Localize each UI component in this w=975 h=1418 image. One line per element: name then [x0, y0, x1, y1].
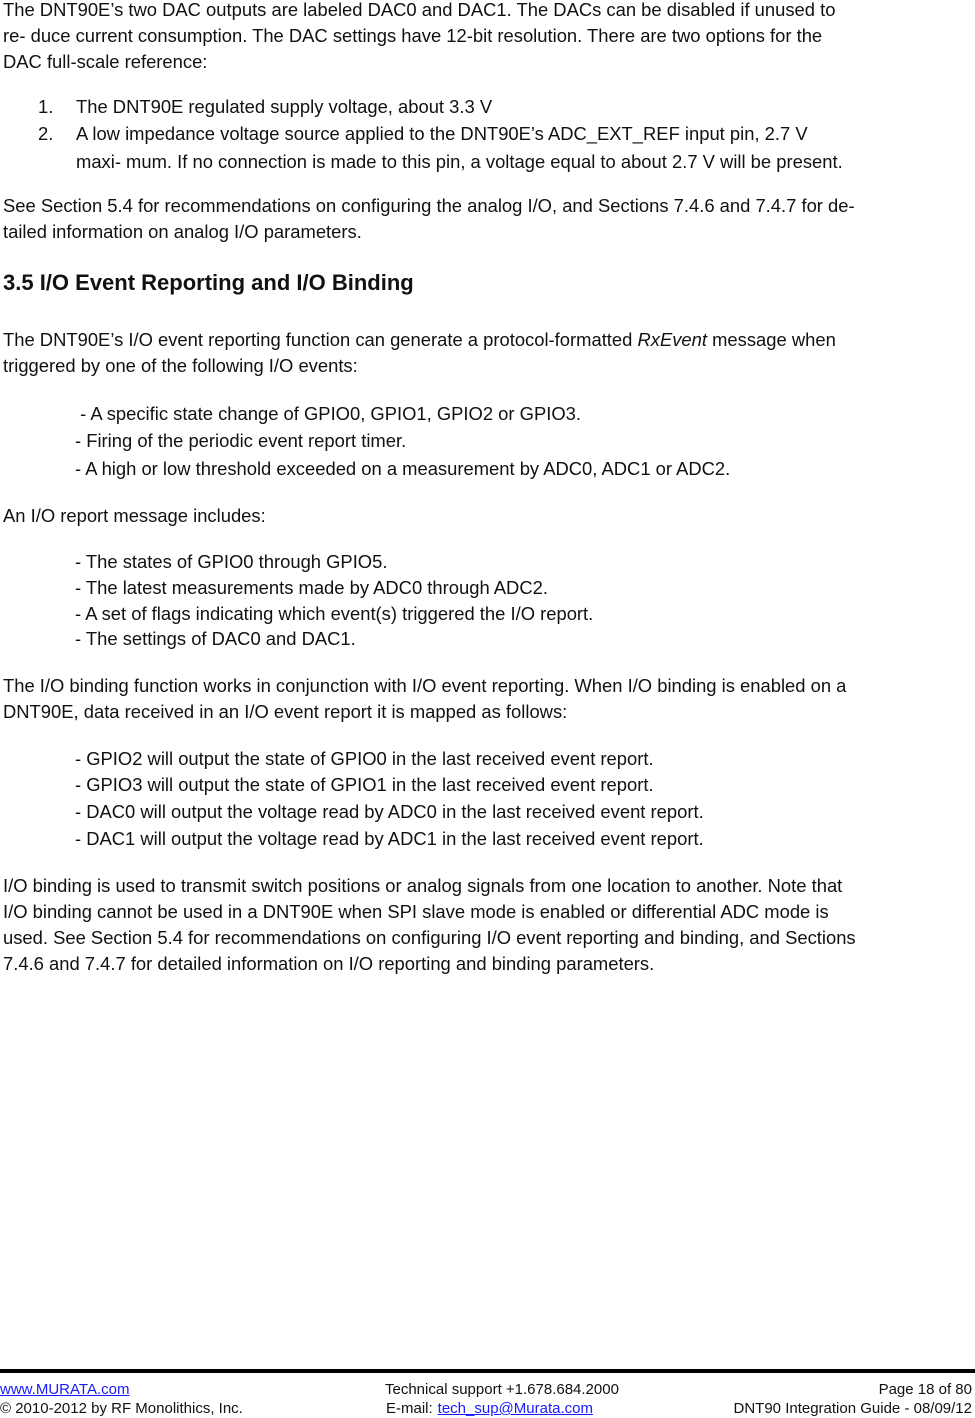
- paragraph-line: 7.4.6 and 7.4.7 for detailed information on I/O reporting and binding parameters.: [3, 953, 655, 974]
- footer-email-link[interactable]: tech_sup@Murata.com: [437, 1400, 593, 1417]
- report-intro: An I/O report message includes:: [3, 505, 266, 526]
- event-list-item: - A high or low threshold exceeded on a measurement by ADC0, ADC1 or ADC2.: [75, 458, 731, 479]
- dac-paragraph-line: re- duce current consumption. The DAC settings have 12-bit resolution. There are two options for the: [3, 25, 823, 46]
- section-heading: 3.5 I/O Event Reporting and I/O Binding: [3, 270, 414, 295]
- paragraph-line: See Section 5.4 for recommendations on configuring the analog I/O, and Sections 7.4.6 and 7.4.7 for de-: [3, 195, 855, 216]
- list-number: 2.: [38, 123, 54, 144]
- binding-list-item: - DAC0 will output the voltage read by ADC0 in the last received event report.: [75, 801, 704, 822]
- closing-paragraph: [3, 873, 965, 977]
- paragraph-line: tailed information on analog I/O parameters.: [3, 221, 362, 242]
- event-intro-paragraph: [3, 327, 965, 379]
- footer-page-number: Page 18 of 80: [878, 1381, 972, 1398]
- footer-website-link[interactable]: www.MURATA.com: [0, 1381, 130, 1398]
- rxevent-term: RxEvent: [637, 329, 707, 350]
- binding-list-item: - GPIO3 will output the state of GPIO1 in the last received event report.: [75, 774, 654, 795]
- report-list-item: - A set of flags indicating which event(s) triggered the I/O report.: [75, 603, 594, 624]
- list-number: 1.: [38, 96, 54, 117]
- footer-doc-title: DNT90 Integration Guide - 08/09/12: [733, 1400, 972, 1417]
- report-list-item: - The states of GPIO0 through GPIO5.: [75, 551, 388, 572]
- report-list-item: - The latest measurements made by ADC0 through ADC2.: [75, 577, 548, 598]
- footer-support: Technical support +1.678.684.2000: [385, 1381, 619, 1398]
- event-intro-text: message when: [707, 329, 836, 350]
- binding-list-item: - GPIO2 will output the state of GPIO0 in the last received event report.: [75, 748, 654, 769]
- footer-copyright: © 2010-2012 by RF Monolithics, Inc.: [0, 1400, 243, 1417]
- footer-divider: [0, 1369, 975, 1373]
- dac-paragraph-line: The DNT90E’s two DAC outputs are labeled DAC0 and DAC1. The DACs can be disabled if unused to: [3, 0, 836, 20]
- binding-list-item: - DAC1 will output the voltage read by ADC1 in the last received event report.: [75, 828, 704, 849]
- dac-paragraph-line: DAC full-scale reference:: [3, 51, 208, 72]
- list-item-text: A low impedance voltage source applied to the DNT90E’s ADC_EXT_REF input pin, 2.7 V: [76, 123, 808, 144]
- paragraph-line: DNT90E, data received in an I/O event report it is mapped as follows:: [3, 701, 568, 722]
- paragraph-line: I/O binding cannot be used in a DNT90E when SPI slave mode is enabled or differential ADC mode is: [3, 901, 829, 922]
- paragraph-line: [3, 327, 965, 353]
- paragraph-line: I/O binding is used to transmit switch positions or analog signals from one location to another. Note that: [3, 875, 843, 896]
- footer-email: [386, 1400, 593, 1418]
- binding-intro-paragraph: [3, 673, 965, 725]
- email-label: E-mail:: [386, 1400, 433, 1417]
- list-item-text: maxi- mum. If no connection is made to this pin, a voltage equal to about 2.7 V will be present.: [76, 151, 843, 172]
- event-list-item: - A specific state change of GPIO0, GPIO1, GPIO2 or GPIO3.: [75, 403, 581, 424]
- list-item-text: The DNT90E regulated supply voltage, about 3.3 V: [76, 96, 493, 117]
- paragraph-line: used. See Section 5.4 for recommendations on configuring I/O event reporting and binding, and Sections: [3, 927, 856, 948]
- see-section-paragraph: [3, 193, 965, 245]
- event-list-item: - Firing of the periodic event report timer.: [75, 430, 407, 451]
- paragraph-line: triggered by one of the following I/O events:: [3, 355, 358, 376]
- report-list-item: - The settings of DAC0 and DAC1.: [75, 628, 356, 649]
- dac-paragraph: [3, 0, 965, 75]
- paragraph-line: The I/O binding function works in conjunction with I/O event reporting. When I/O binding is enabled on a: [3, 675, 847, 696]
- event-intro-text: The DNT90E’s I/O event reporting function can generate a protocol-formatted: [3, 329, 638, 350]
